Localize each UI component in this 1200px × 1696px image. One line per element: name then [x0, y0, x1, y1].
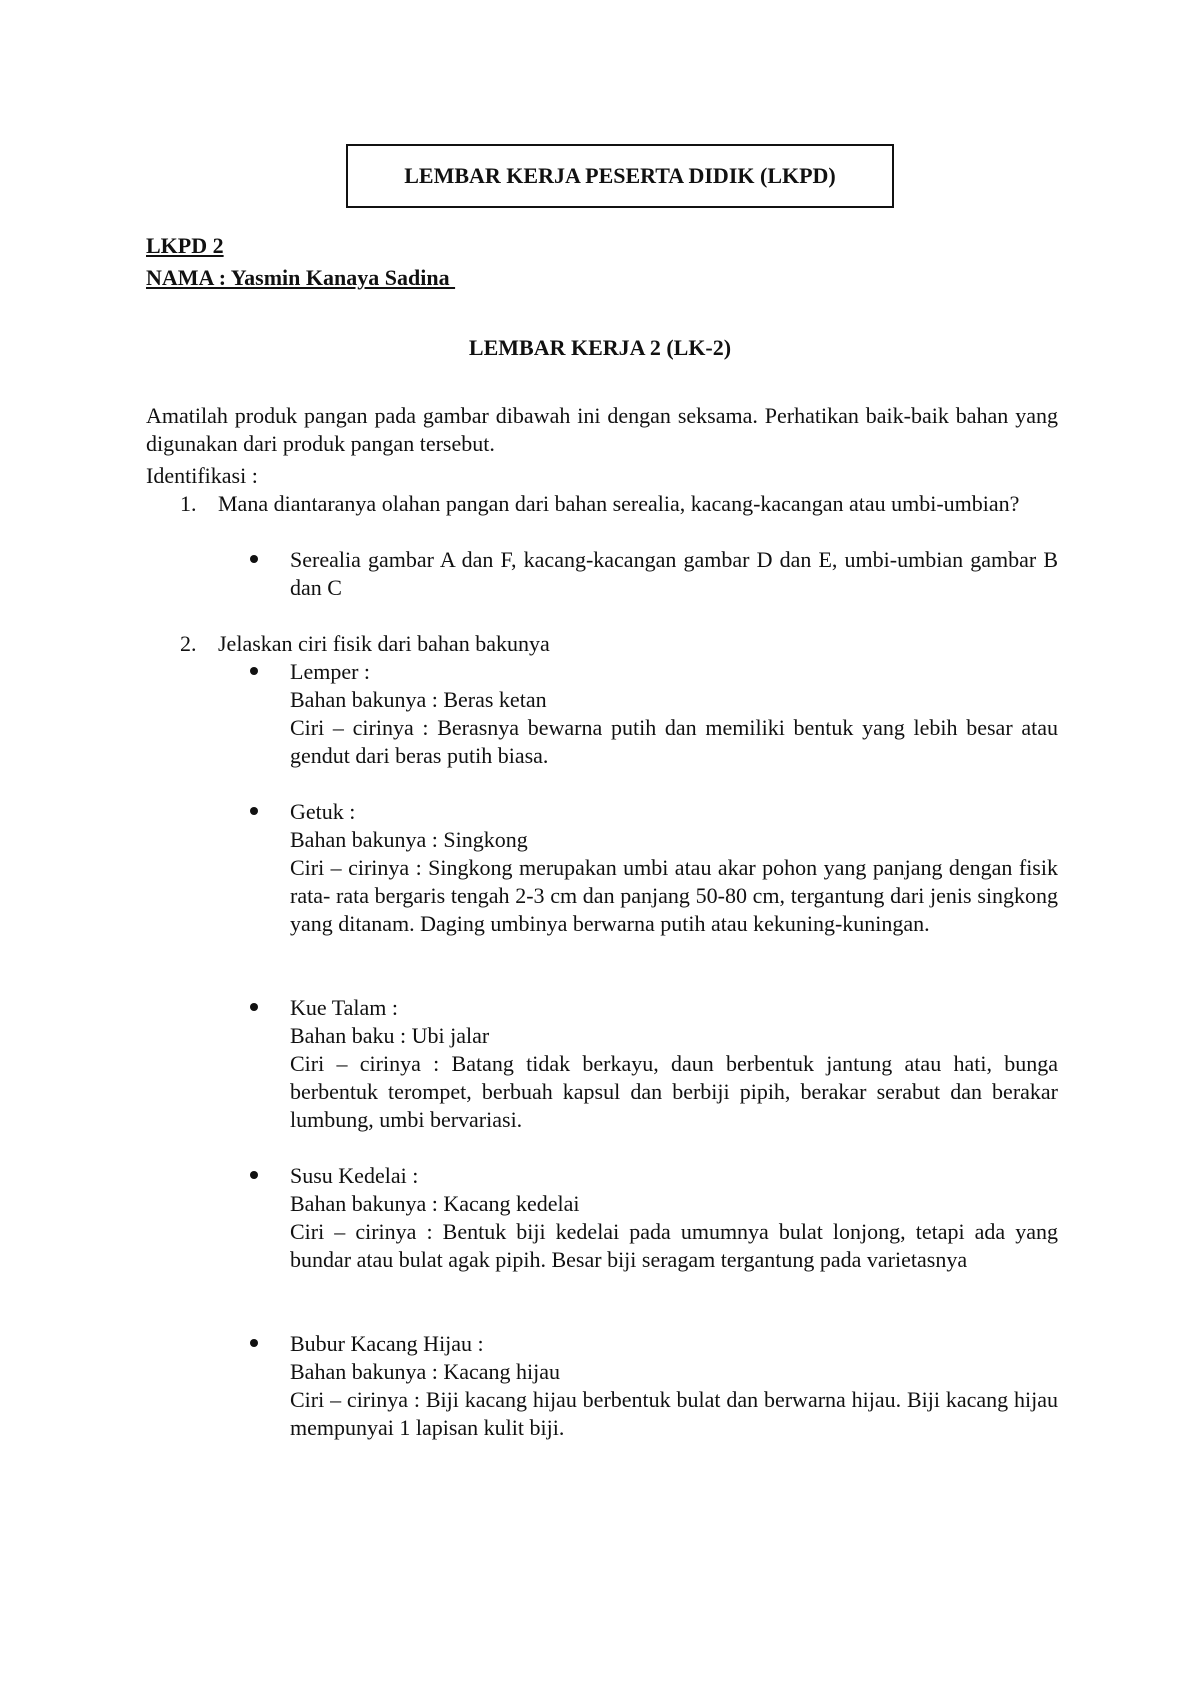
- food-material: Bahan bakunya : Kacang kedelai: [290, 1191, 580, 1216]
- lkpd-number: LKPD 2: [146, 233, 224, 258]
- food-name: Getuk :: [290, 799, 356, 824]
- food-material: Bahan baku : Ubi jalar: [290, 1023, 490, 1048]
- question-number: 1.: [180, 491, 197, 516]
- question-2: [180, 630, 1058, 658]
- food-traits: Ciri – cirinya : Batang tidak berkayu, daun berbentuk jantung atau hati, bunga berbentuk terompet, berbuah kapsul dan berbiji pipih, berakar serabut dan berakar lumbung, umbi bervariasi.: [290, 1051, 1058, 1132]
- food-item-lemper: [254, 658, 1058, 770]
- bullet-icon: [250, 1171, 258, 1179]
- bullet-icon: [250, 807, 258, 815]
- identification-label: Identifikasi :: [146, 463, 258, 488]
- food-name: Lemper :: [290, 659, 371, 684]
- question-text: Jelaskan ciri fisik dari bahan bakunya: [218, 631, 550, 656]
- bullet-icon: [250, 555, 258, 563]
- answer-1: [254, 546, 1058, 602]
- question-number: 2.: [180, 631, 197, 656]
- question-1: [180, 490, 1058, 518]
- food-material: Bahan bakunya : Beras ketan: [290, 687, 547, 712]
- food-material: Bahan bakunya : Kacang hijau: [290, 1359, 561, 1384]
- bullet-icon: [250, 667, 258, 675]
- food-item-kue-talam: [254, 994, 1058, 1134]
- food-traits: Ciri – cirinya : Biji kacang hijau berbentuk bulat dan berwarna hijau. Biji kacang hijau mempunyai 1 lapisan kulit biji.: [290, 1387, 1058, 1440]
- bullet-icon: [250, 1003, 258, 1011]
- document-title-box: [346, 144, 894, 208]
- food-name: Susu Kedelai :: [290, 1163, 419, 1188]
- worksheet-intro: Amatilah produk pangan pada gambar dibawah ini dengan seksama. Perhatikan baik-baik bahan yang digunakan dari produk pangan tersebut.: [146, 403, 1058, 456]
- food-traits: Ciri – cirinya : Singkong merupakan umbi atau akar pohon yang panjang dengan fisik rata- rata bergaris tengah 2-3 cm dan panjang 50-80 cm, tergantung dari jenis singkong yang ditanam. Daging umbinya berwarna putih atau kekuning-kuningan.: [290, 855, 1058, 936]
- student-name: NAMA : Yasmin Kanaya Sadina: [146, 265, 456, 290]
- food-name: Kue Talam :: [290, 995, 399, 1020]
- bullet-icon: [250, 1339, 258, 1347]
- food-traits: Ciri – cirinya : Berasnya bewarna putih dan memiliki bentuk yang lebih besar atau gendut dari beras putih biasa.: [290, 715, 1058, 768]
- document-title: LEMBAR KERJA PESERTA DIDIK (LKPD): [404, 163, 836, 188]
- worksheet-heading: LEMBAR KERJA 2 (LK-2): [468, 335, 732, 360]
- food-item-susu-kedelai: [254, 1162, 1058, 1274]
- question-text: Mana diantaranya olahan pangan dari bahan serealia, kacang-kacangan atau umbi-umbian?: [218, 491, 1020, 516]
- food-traits: Ciri – cirinya : Bentuk biji kedelai pada umumnya bulat lonjong, tetapi ada yang bundar atau bulat agak pipih. Besar biji seragam tergantung pada varietasnya: [290, 1219, 1058, 1272]
- food-name: Bubur Kacang Hijau :: [290, 1331, 484, 1356]
- food-material: Bahan bakunya : Singkong: [290, 827, 528, 852]
- food-item-bubur-kacang-hijau: [254, 1330, 1058, 1442]
- answer-text: Serealia gambar A dan F, kacang-kacangan gambar D dan E, umbi-umbian gambar B dan C: [290, 547, 1058, 600]
- food-item-getuk: [254, 798, 1058, 938]
